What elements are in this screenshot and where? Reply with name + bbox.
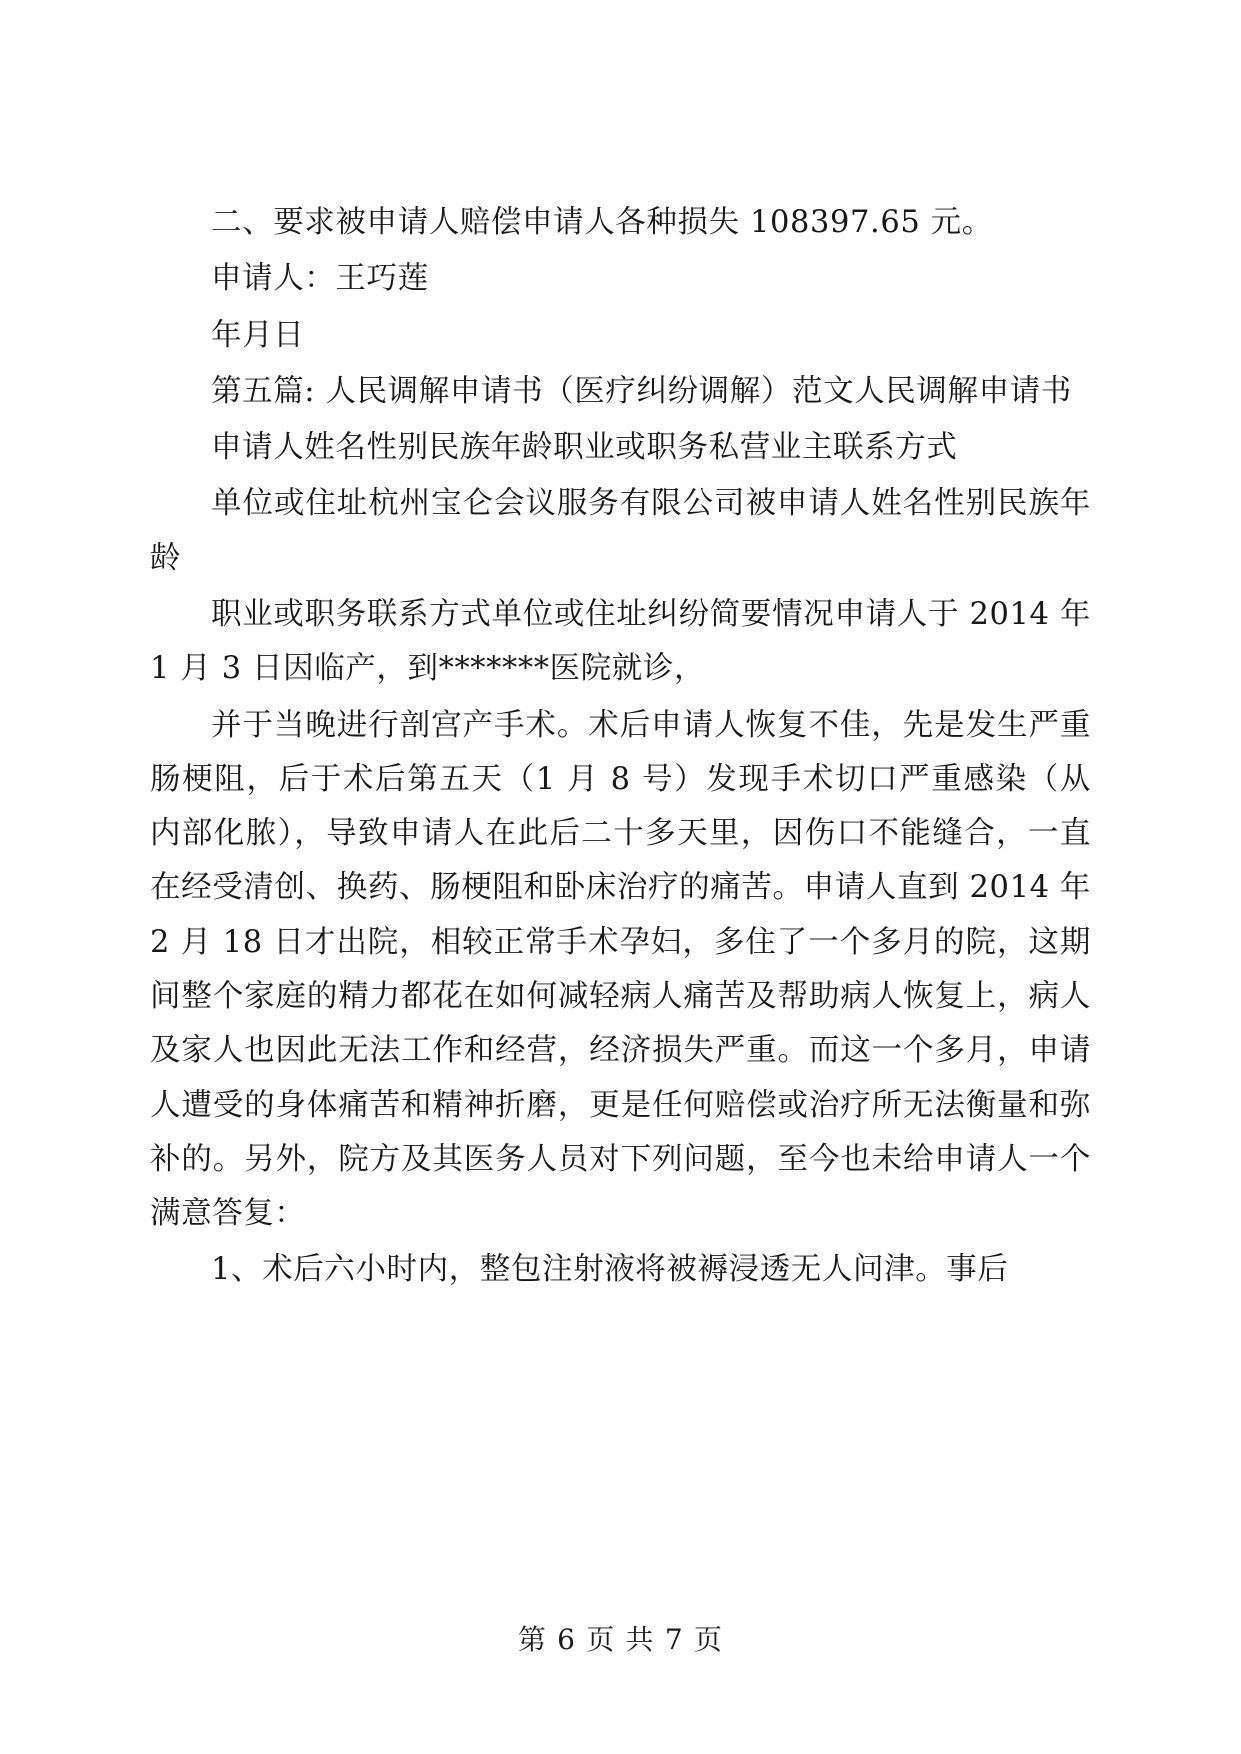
paragraph-narrative-main: 并于当晚进行剖宫产手术。术后申请人恢复不佳，先是发生严重肠梗阻，后于术后第五天（1 月 8 号）发现手术切口严重感染（从内部化脓），导致申请人在此后二十多天里，因伤口不能缝合，一直在经受清创、换药、肠梗阻和卧床治疗的痛苦。申请人直到 2014 年 2 月 18 日才出院，相较正常手术孕妇，多住了一个多月的院，这期间整个家庭的精力都花在如何减轻病人痛苦及帮助病人恢复上，病人及家人也因此无法工作和经营，经济损失严重。而这一个多月，申请人遭受的身体痛苦和精神折磨，更是任何赔偿或治疗所无法衡量和弥补的。另外，院方及其医务人员对下列问题，至今也未给申请人一个满意答复： — [150, 707, 1091, 1232]
paragraph-section-five-title: 第五篇: 人民调解申请书（医疗纠纷调解）范文人民调解申请书 — [211, 373, 1072, 409]
paragraph-applicant-info-2: 单位或住址杭州宝仑会议服务有限公司被申请人姓名性别民族年龄 — [150, 486, 1091, 576]
paragraph-dispute-summary: 职业或职务联系方式单位或住址纠纷简要情况申请人于 2014 年 1 月 3 日因临产，到*******医院就诊， — [150, 596, 1091, 687]
paragraph-date-line: 年月日 — [211, 317, 305, 353]
paragraph-question-one: 1、术后六小时内，整包注射液将被褥浸透无人问津。事后 — [211, 1252, 1009, 1288]
paragraph-applicant-info-1: 申请人姓名性别民族年龄职业或职务私营业主联系方式 — [211, 430, 958, 466]
page-number-footer: 第 6 页 共 7 页 — [517, 1623, 724, 1656]
paragraph-item-two: 二、要求被申请人赔偿申请人各种损失 108397.65 元。 — [211, 205, 993, 240]
document-body — [150, 196, 1091, 1298]
paragraph-applicant-name: 申请人：王巧莲 — [211, 261, 429, 297]
